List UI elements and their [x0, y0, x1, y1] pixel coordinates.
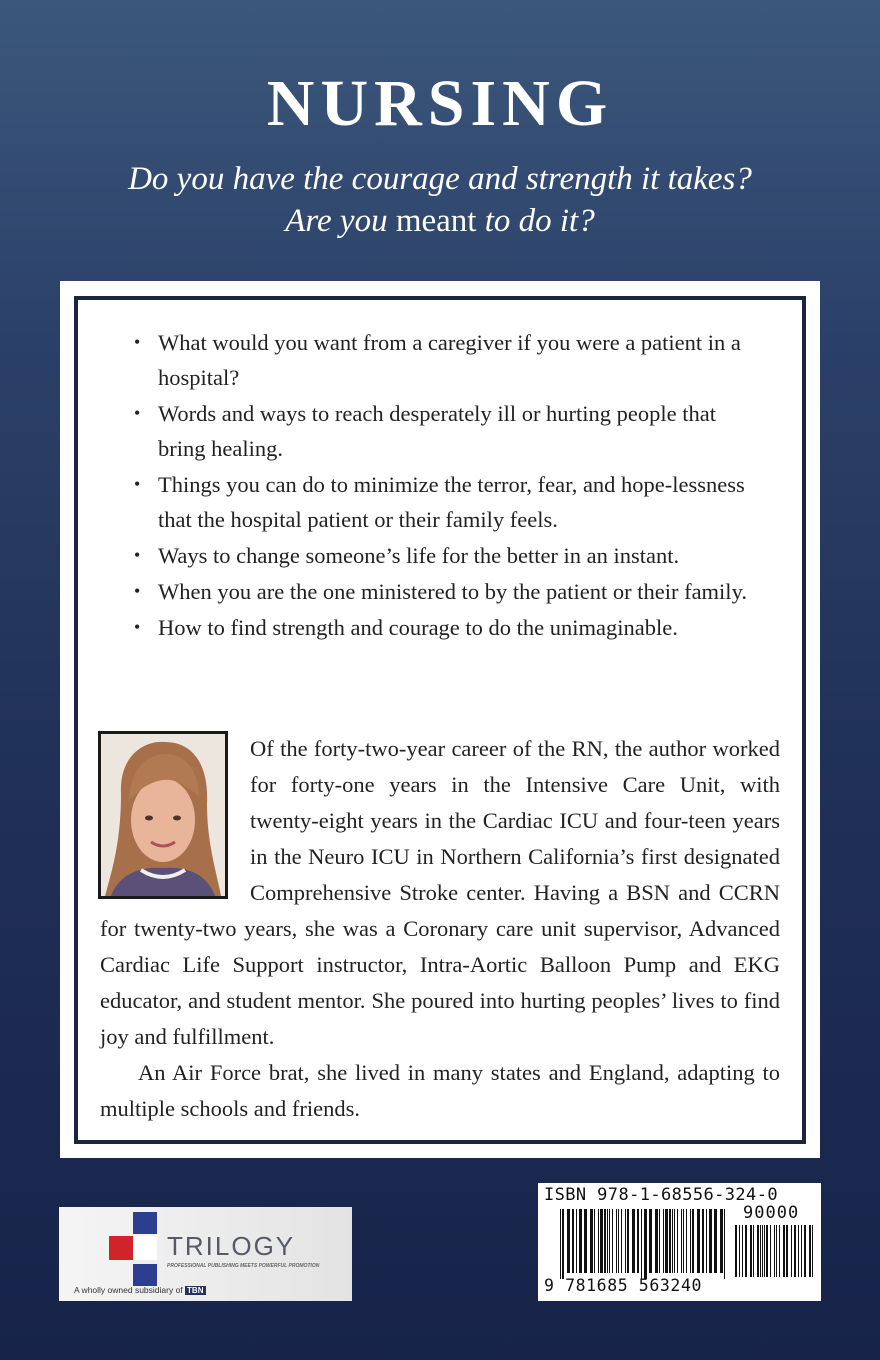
bullet-item: • What would you want from a caregiver if you were a patient in a hospital?: [130, 325, 750, 395]
cover-tagline: [0, 158, 880, 242]
photo-spacer: [100, 731, 250, 909]
bio-paragraph-2: An Air Force brat, she lived in many states and England, adapting to multiple schools and friends.: [100, 1060, 780, 1121]
bio-paragraph-1: Of the forty-two-year career of the RN, the author worked for forty-one years in the Intensive Care Unit, with twenty-eight years in the Cardiac ICU and four-teen years in the Neuro ICU in Northern California’s first designated Comprehensive Stroke center. Having a BSN and CCRN for twenty-two years, she was a Coronary care unit supervisor, Advanced Cardiac Life Support instructor, Intra-Aortic Balloon Pump and EKG educator, and student mentor. She poured into hurting peoples’ lives to find joy and fulfillment.: [100, 736, 780, 1049]
publisher-logo: [59, 1207, 352, 1301]
bullet-item: • Things you can do to minimize the terror, fear, and hope-lessness that the hospital patient or their family feels.: [130, 467, 750, 537]
cover-title: NURSING: [266, 67, 614, 140]
tbn-logo: TBN: [187, 1286, 204, 1295]
bullet-list: [130, 325, 750, 646]
subsidiary-text: A wholly owned subsidiary of: [74, 1285, 183, 1295]
bullet-item: • When you are the one ministered to by the patient or their family.: [130, 574, 750, 609]
bullet-item: • Ways to change someone’s life for the better in an instant.: [130, 538, 750, 573]
author-bio: [100, 731, 780, 1127]
publisher-tagline: PROFESSIONAL PUBLISHING MEETS POWERFUL PROMOTION: [167, 1263, 320, 1269]
bullet-item: • How to find strength and courage to do the unimaginable.: [130, 610, 750, 645]
tagline-line-1: Do you have the courage and strength it takes?: [128, 161, 752, 197]
isbn-label: ISBN 978-1-68556-324-0: [544, 1185, 778, 1205]
barcode-box: [538, 1183, 821, 1301]
tagline-line-2: [0, 200, 880, 242]
content-panel: [60, 281, 820, 1158]
publisher-subsidiary: [74, 1285, 206, 1295]
tagline-part-1: Are you: [285, 203, 396, 239]
tagline-part-3: to do it?: [476, 203, 595, 239]
tagline-emphasis: meant: [395, 203, 477, 239]
bullet-item: • Words and ways to reach desperately ill or hurting people that bring healing.: [130, 396, 750, 466]
barcode-ean-number: 9 781685 563240: [544, 1276, 703, 1295]
barcode-addon-number: 90000: [743, 1203, 800, 1223]
trilogy-cross-icon: [109, 1212, 169, 1292]
publisher-name: TRILOGY: [167, 1231, 296, 1261]
